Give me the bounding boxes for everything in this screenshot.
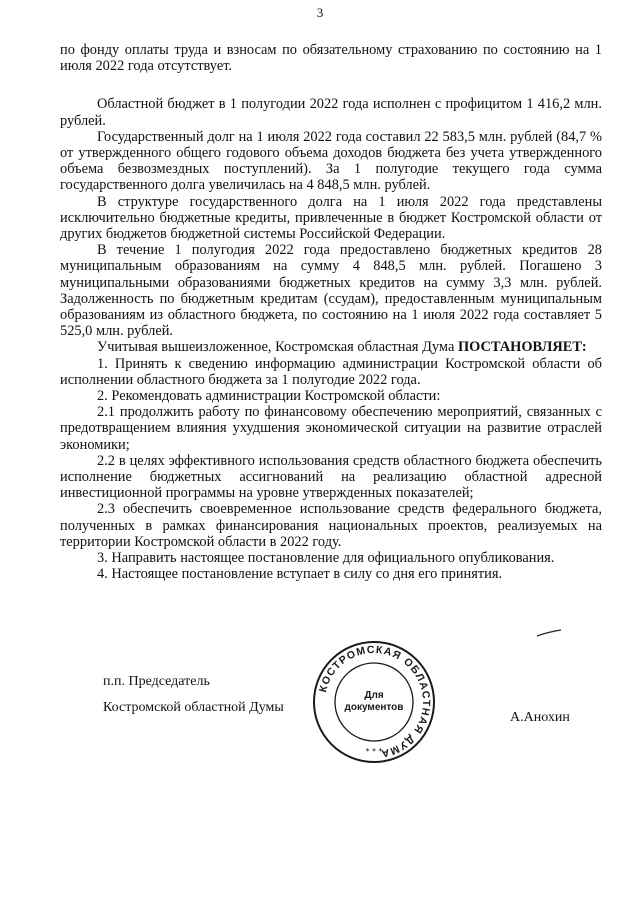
item-3: 3. Направить настоящее постановление для официального опубликования. [97,550,555,567]
page-number: 3 [316,5,324,20]
resolution-intro-text: Учитывая вышеизложенное, Костромская областная Дума [97,339,458,356]
pen-mark [536,628,562,638]
paragraph-continuation: по фонду оплаты труда и взносам по обязательному страхованию по состоянию на 1 июля 2022 года отсутствует. [60,42,602,75]
signature-title-line2: Костромской областной Думы [103,700,284,715]
item-2-2: 2.2 в целях эффективного использования средств областного бюджета обеспечить исполнение бюджетных ассигнований на реализацию областной адресной инвестиционной программы на уровне утвержденных показателей; [60,452,602,502]
item-4: 4. Настоящее постановление вступает в силу со дня его принятия. [97,566,503,583]
signatory-name: А.Анохин [510,710,570,725]
official-stamp [312,640,436,764]
signature-title-line1: п.п. Председатель [103,674,210,689]
item-2-1: 2.1 продолжить работу по финансовому обеспечению мероприятий, связанных с предотвращением влияния ухудшения экономической ситуации на развитие отраслей экономики; [60,404,602,453]
stamp-center-line2: документов [344,702,404,713]
paragraph-resolution-intro [60,339,602,355]
resolution-keyword: ПОСТАНОВЛЯЕТ: [457,339,587,356]
paragraph-state-debt: Государственный долг на 1 июля 2022 года составил 22 583,5 млн. рублей (84,7 % от утвержденного общего годового объема доходов бюджета без учета утвержденного объема безвозмездных поступлений). За 1 полугодие текущего года сумма государственного долга увеличилась на 4 848,5 млн. рублей. [60,128,602,194]
item-2: 2. Рекомендовать администрации Костромской области: [97,388,441,405]
document-body [60,42,602,583]
paragraph-budget-credits: В течение 1 полугодия 2022 года предоставлено бюджетных кредитов 28 муниципальным образованиям на сумму 4 848,5 млн. рублей. Погашено 3 муниципальными образованиями бюджетных кредитов на сумму 3,3 млн. рублей. Задолженность по бюджетным кредитам (ссудам), предоставленным муниципальным образованиям из областного бюджета, по состоянию на 1 июля 2022 года составляет 5 525,0 млн. рублей. [60,242,602,340]
stamp-stars: * * * [365,747,383,756]
stamp-center-line1: Для [364,690,384,701]
paragraph-budget-surplus: Областной бюджет в 1 полугодии 2022 года исполнен с профицитом 1 416,2 млн. рублей. [60,96,602,129]
item-2-3: 2.3 обеспечить своевременное использование средств федерального бюджета, полученных в рамках финансирования национальных проектов, реализуемых на территории Костромской области в 2022 году. [60,501,602,550]
paragraph-debt-structure: В структуре государственного долга на 1 июля 2022 года представлены исключительно бюджетные кредиты, привлеченные в бюджет Костромской области от других бюджетов бюджетной системы Российской Федерации. [60,193,602,243]
stamp-ring-text: КОСТРОМСКАЯ ОБЛАСТНАЯ ДУМА [317,643,433,760]
item-1: 1. Принять к сведению информацию администрации Костромской области об исполнении областного бюджета за 1 полугодие 2022 года. [60,355,602,388]
